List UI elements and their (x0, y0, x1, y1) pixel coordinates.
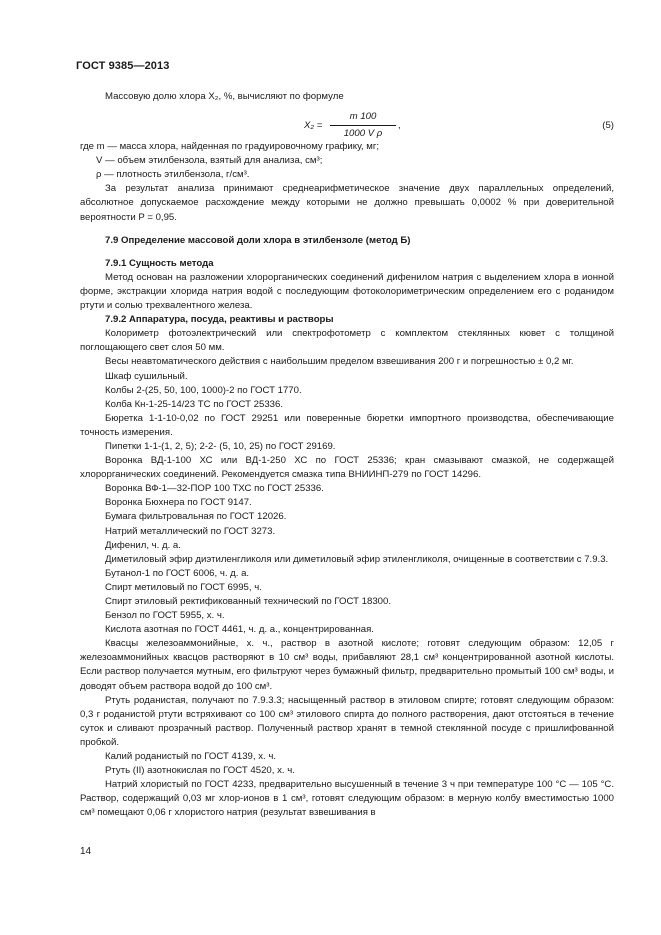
apparatus-list-item: Колбы 2-(25, 50, 100, 1000)-2 по ГОСТ 1770. (105, 384, 302, 396)
formula-comma: , (398, 120, 401, 132)
formula-fraction (330, 110, 396, 141)
apparatus-list-item: Воронка ВД-1-100 ХС или ВД-1-250 ХС по ГОСТ 25336; кран смазывают смазкой, не содержащей хлорорганических соединений. Рекомендуется смазка типа ВНИИНП-279 по ГОСТ 14296. (80, 455, 614, 481)
apparatus-list-item: Калий роданистый по ГОСТ 4139, х. ч. (105, 751, 276, 763)
apparatus-list-item: Кислота азотная по ГОСТ 4461, ч. д. а., концентрированная. (105, 624, 374, 636)
apparatus-list-item: Спирт этиловый ректификованный технический по ГОСТ 18300. (105, 596, 391, 607)
apparatus-list-item: Дифенил, ч. д. а. (105, 539, 181, 551)
apparatus-list-item: Колориметр фотоэлектрический или спектрофотометр с комплектом стеклянных кювет с толщиной поглощающего свет слоя 50 мм. (80, 328, 614, 354)
apparatus-list-item: Шкаф сушильный. (105, 370, 188, 382)
formula-numerator: m 100 (330, 110, 396, 126)
apparatus-list-item: Воронка Бюхнера по ГОСТ 9147. (105, 497, 252, 509)
section-heading-7-9: 7.9 Определение массовой доли хлора в этилбензоле (метод Б) (105, 234, 411, 246)
apparatus-list-item: Колба Кн-1-25-14/23 ТС по ГОСТ 25336. (105, 398, 283, 410)
apparatus-list-item: Воронка ВФ-1—32-ПОР 100 ТХС по ГОСТ 25336. (105, 483, 324, 495)
page-body (80, 90, 614, 821)
apparatus-list-item: Пипетки 1-1-(1, 2, 5); 2-2- (5, 10, 25) по ГОСТ 29169. (105, 440, 336, 452)
formula-intro: Массовую долю хлора X₂, %, вычисляют по формуле (105, 91, 344, 102)
method-principle-text: Метод основан на разложении хлорорганических соединений дифенилом натрия с выделением хлора в ионной форме, экстракции хлорида натрия водой с последующим фотоколориметрическим определением его с роданидом ртути и солью трехвалентного железа. (80, 271, 614, 312)
apparatus-list-item: Диметиловый эфир диэтиленгликоля или диметиловый эфир этиленгликоля, очищенные в соответствии с 7.9.3. (105, 553, 609, 565)
apparatus-list-item: Спирт метиловый по ГОСТ 6995, ч. (105, 581, 262, 593)
apparatus-list-item: Бутанол-1 по ГОСТ 6006, ч. д. а. (105, 567, 250, 579)
definition-rho: ρ — плотность этилбензола, г/см³. (96, 169, 250, 181)
equation-number: (5) (602, 120, 614, 132)
apparatus-list (80, 327, 614, 820)
document-header: ГОСТ 9385—2013 (76, 60, 170, 72)
apparatus-list-item: Бюретка 1-1-10-0,02 по ГОСТ 29251 или поверенные бюретки импортного производства, обеспечивающие точность измерения. (80, 412, 614, 438)
formula-lhs: X₂ = (304, 120, 323, 132)
apparatus-list-item: Ртуть (II) азотнокислая по ГОСТ 4520, х. ч. (105, 765, 295, 777)
definition-m: где m — масса хлора, найденная по градуировочному графику, мг; (80, 141, 380, 153)
apparatus-list-item: Натрий металлический по ГОСТ 3273. (105, 525, 276, 537)
apparatus-list-item: Бумага фильтровальная по ГОСТ 12026. (105, 511, 287, 523)
apparatus-list-item: Бензол по ГОСТ 5955, х. ч. (105, 610, 225, 622)
apparatus-list-item: Натрий хлористый по ГОСТ 4233, предварительно высушенный в течение 3 ч при температуре 100 °С — 105 °С. Раствор, содержащий 0,03 мг хлор-ионов в 1 см³, готовят следующим образом: в мерную колбу вместимостью 1000 см³ помещают 0,06 г хлористого натрия (результат взвешивания в (80, 779, 614, 819)
definition-v: V — объем этилбензола, взятый для анализа, см³; (96, 155, 323, 167)
subsection-heading-7-9-2: 7.9.2 Аппаратура, посуда, реактивы и растворы (105, 314, 334, 326)
apparatus-list-item: Весы неавтоматического действия с наибольшим пределом взвешивания 200 г и погрешностью ± 0,2 мг. (105, 356, 574, 368)
subsection-heading-7-9-1: 7.9.1 Сущность метода (105, 257, 214, 269)
apparatus-list-item: Ртуть роданистая, получают по 7.9.3.3; насыщенный раствор в этиловом спирте; готовят следующим образом: 0,3 г роданистой ртути встряхивают со 100 см³ этилового спирта до полного растворения, дают отстояться в течение суток и сливают прозрачный раствор. Полученный раствор хранят в темной стеклянной посуде с пришлифованной пробкой. (80, 694, 614, 748)
apparatus-list-item: Квасцы железоаммонийные, х. ч., раствор в азотной кислоте; готовят следующим образом: 12,05 г железоаммонийных квасцов растворяют в 10 см³ воды, прибавляют 28,1 см³ концентрированной азотной кислоты. Если раствор получается мутным, его фильтруют через бумажный фильтр, предварительно промытый 100 см³ воды, и доводят объем раствора водой до 100 см³. (80, 638, 614, 692)
result-paragraph: За результат анализа принимают среднеарифметическое значение двух параллельных определений, абсолютное допускаемое расхождение между которыми не должно превышать 0,0002 % при доверительной вероятности P = 0,95. (80, 183, 614, 223)
formula-5 (80, 110, 614, 138)
formula-denominator: 1000 V ρ (343, 128, 383, 140)
page-number: 14 (80, 846, 92, 857)
